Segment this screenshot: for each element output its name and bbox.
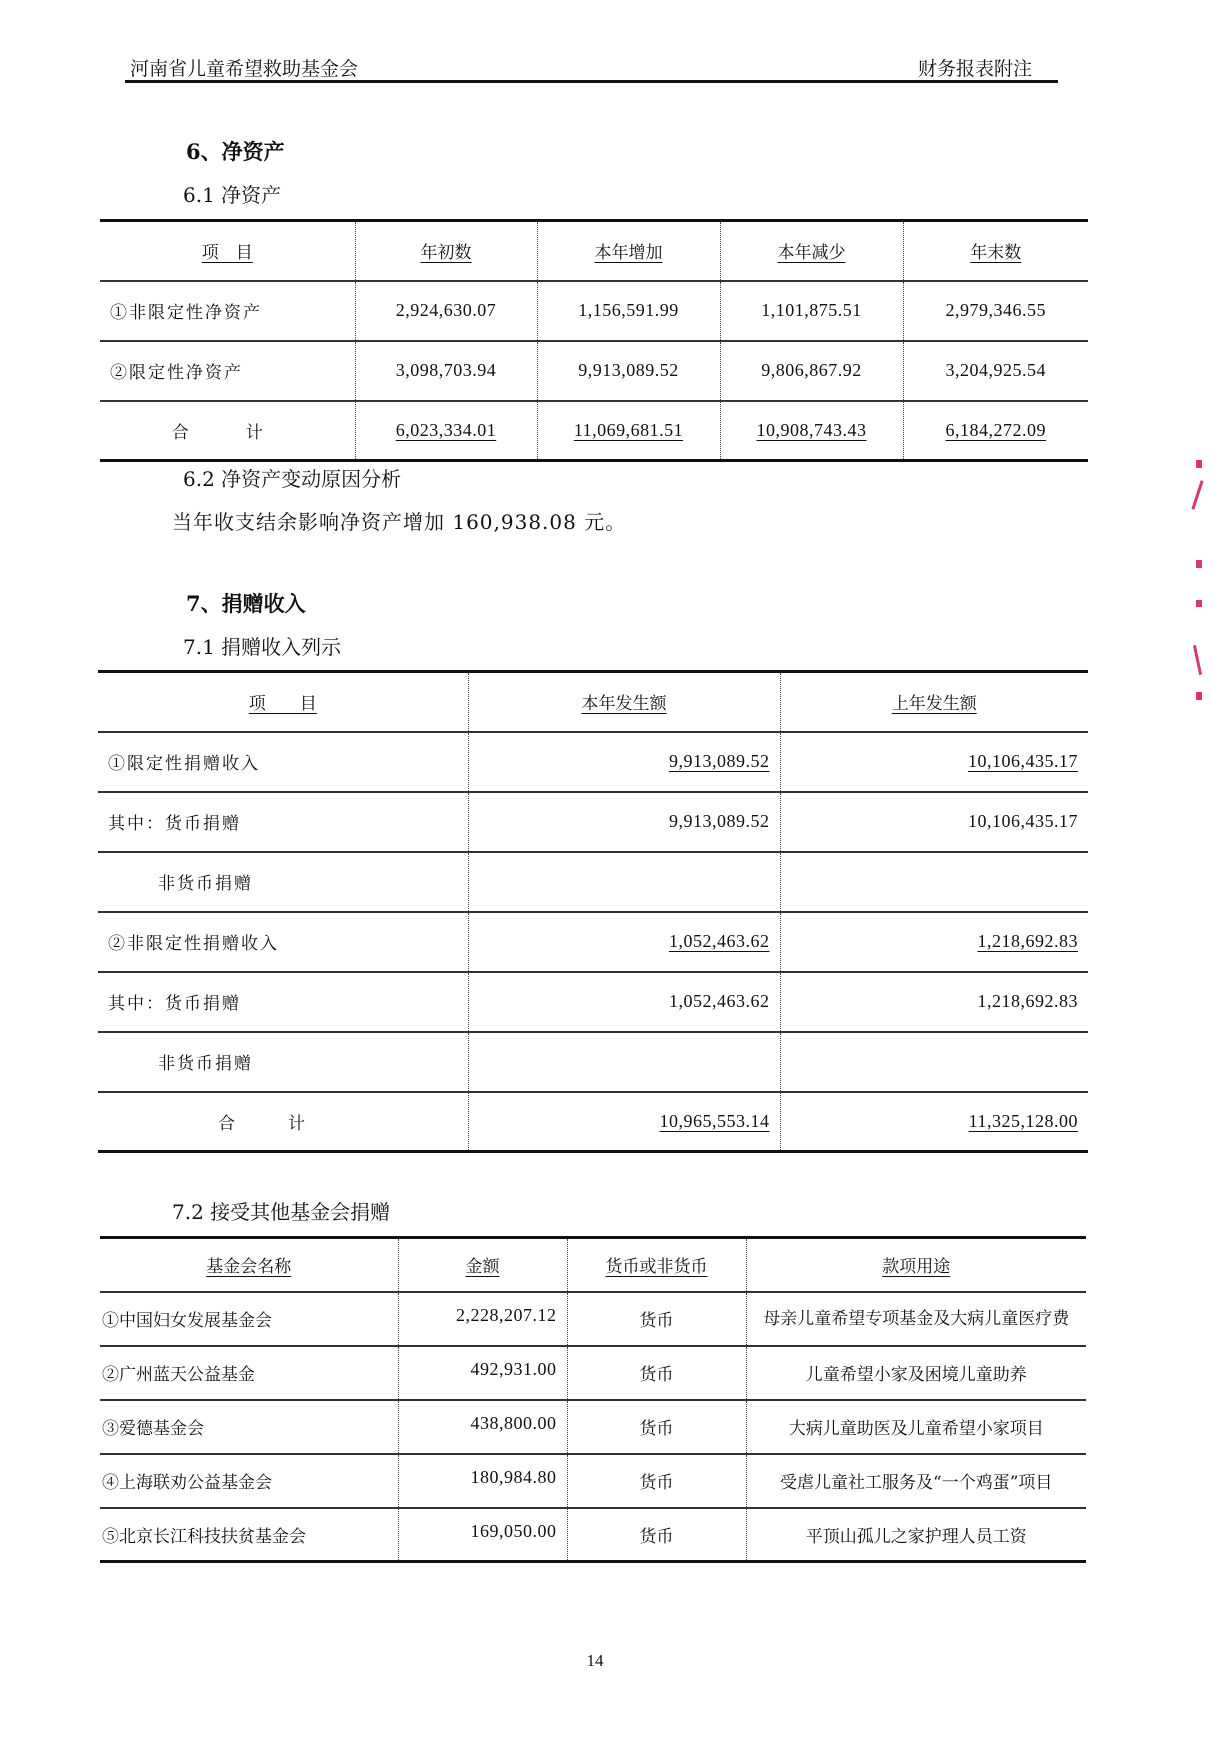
section-6-1-title: 6.1 净资产: [183, 183, 282, 207]
seal-fragment: [1196, 600, 1202, 607]
row-prior: 10,106,435.17: [780, 792, 1088, 852]
table-row: [100, 1346, 1086, 1400]
section-6-title: 6、净资产: [186, 139, 285, 164]
row-prior: 11,325,128.00: [780, 1092, 1088, 1152]
row-begin: 6,023,334.01: [355, 401, 537, 461]
table-row: [98, 912, 1088, 972]
row-decrease: 9,806,867.92: [720, 341, 903, 401]
col-header-type: 货币或非货币: [567, 1238, 746, 1292]
row-current: 1,052,463.62: [468, 912, 780, 972]
row-increase: 9,913,089.52: [537, 341, 720, 401]
table-row: [100, 1292, 1086, 1346]
col-header-amount: 金额: [398, 1238, 567, 1292]
row-amount: 2,228,207.12: [398, 1292, 567, 1346]
table-total-row: [100, 401, 1088, 461]
section-7-1-title: 7.1 捐赠收入列示: [183, 635, 342, 659]
col-header-prior-year: 上年发生额: [780, 672, 1088, 732]
row-type: 货币: [567, 1292, 746, 1346]
row-purpose: 儿童希望小家及困境儿童助养: [746, 1346, 1086, 1400]
row-purpose: 受虐儿童社工服务及“一个鸡蛋”项目: [746, 1454, 1086, 1508]
row-end: 2,979,346.55: [903, 281, 1088, 341]
table-row: [100, 1508, 1086, 1562]
row-prior: 1,218,692.83: [780, 972, 1088, 1032]
col-header-purpose: 款项用途: [746, 1238, 1086, 1292]
row-begin: 2,924,630.07: [355, 281, 537, 341]
row-current: 10,965,553.14: [468, 1092, 780, 1152]
table-row: [100, 341, 1088, 401]
row-item: 非货币捐赠: [98, 852, 468, 912]
row-current: 9,913,089.52: [468, 792, 780, 852]
row-foundation: ⑤北京长江科技扶贫基金会: [100, 1508, 398, 1562]
seal-fragment: [1191, 480, 1203, 509]
row-type: 货币: [567, 1400, 746, 1454]
table-row: [98, 852, 1088, 912]
row-purpose: 母亲儿童希望专项基金及大病儿童医疗费: [746, 1292, 1086, 1346]
row-current: [468, 852, 780, 912]
row-foundation: ④上海联劝公益基金会: [100, 1454, 398, 1508]
row-current: 1,052,463.62: [468, 972, 780, 1032]
table-row: [100, 1454, 1086, 1508]
row-current: 9,913,089.52: [468, 732, 780, 792]
table-header-row: [98, 672, 1088, 732]
row-foundation: ①中国妇女发展基金会: [100, 1292, 398, 1346]
row-item: 其中：货币捐赠: [98, 792, 468, 852]
row-item: 合 计: [98, 1092, 468, 1152]
row-item: ②非限定性捐赠收入: [98, 912, 468, 972]
section-6-2-text: 当年收支结余影响净资产增加 160,938.08 元。: [172, 510, 627, 534]
donation-income-table: [98, 670, 1088, 1153]
row-end: 6,184,272.09: [903, 401, 1088, 461]
row-current: [468, 1032, 780, 1092]
row-amount: 438,800.00: [398, 1400, 567, 1454]
row-prior: 1,218,692.83: [780, 912, 1088, 972]
table-row: [100, 281, 1088, 341]
seal-fragment: [1193, 645, 1202, 675]
row-foundation: ②广州蓝天公益基金: [100, 1346, 398, 1400]
row-item: ②限定性净资产: [100, 341, 355, 401]
row-decrease: 1,101,875.51: [720, 281, 903, 341]
row-prior: 10,106,435.17: [780, 732, 1088, 792]
row-decrease: 10,908,743.43: [720, 401, 903, 461]
seal-fragment: [1196, 460, 1202, 468]
table-header-row: [100, 221, 1088, 281]
row-prior: [780, 1032, 1088, 1092]
row-type: 货币: [567, 1454, 746, 1508]
col-header-foundation: 基金会名称: [100, 1238, 398, 1292]
section-7-2-title: 7.2 接受其他基金会捐赠: [172, 1200, 391, 1224]
header-doc-title: 财务报表附注: [918, 58, 1033, 80]
net-assets-table: [100, 219, 1088, 462]
seal-fragment: [1196, 692, 1202, 700]
col-header-begin: 年初数: [355, 221, 537, 281]
row-foundation: ③爱德基金会: [100, 1400, 398, 1454]
table-row: [98, 732, 1088, 792]
row-begin: 3,098,703.94: [355, 341, 537, 401]
col-header-current-year: 本年发生额: [468, 672, 780, 732]
table-total-row: [98, 1092, 1088, 1152]
table-row: [100, 1400, 1086, 1454]
row-prior: [780, 852, 1088, 912]
row-purpose: 平顶山孤儿之家护理人员工资: [746, 1508, 1086, 1562]
row-item: 合 计: [100, 401, 355, 461]
foundation-donations-table: [100, 1236, 1086, 1563]
row-purpose: 大病儿童助医及儿童希望小家项目: [746, 1400, 1086, 1454]
col-header-decrease: 本年减少: [720, 221, 903, 281]
table-header-row: [100, 1238, 1086, 1292]
header-org-name: 河南省儿童希望救助基金会: [130, 58, 359, 80]
table-row: [98, 792, 1088, 852]
page-number: 14: [586, 1651, 604, 1670]
row-amount: 180,984.80: [398, 1454, 567, 1508]
row-type: 货币: [567, 1508, 746, 1562]
col-header-item: 项 目: [100, 221, 355, 281]
row-item: 其中：货币捐赠: [98, 972, 468, 1032]
col-header-increase: 本年增加: [537, 221, 720, 281]
row-increase: 11,069,681.51: [537, 401, 720, 461]
row-item: ①非限定性净资产: [100, 281, 355, 341]
table-row: [98, 972, 1088, 1032]
row-type: 货币: [567, 1346, 746, 1400]
row-item: 非货币捐赠: [98, 1032, 468, 1092]
table-row: [98, 1032, 1088, 1092]
section-6-2-title: 6.2 净资产变动原因分析: [183, 467, 402, 491]
col-header-end: 年末数: [903, 221, 1088, 281]
header-divider: [125, 80, 1058, 83]
row-amount: 169,050.00: [398, 1508, 567, 1562]
section-7-title: 7、捐赠收入: [186, 591, 306, 616]
row-amount: 492,931.00: [398, 1346, 567, 1400]
row-end: 3,204,925.54: [903, 341, 1088, 401]
col-header-item: 项 目: [98, 672, 468, 732]
seal-fragment: [1196, 560, 1202, 568]
row-item: ①限定性捐赠收入: [98, 732, 468, 792]
row-increase: 1,156,591.99: [537, 281, 720, 341]
